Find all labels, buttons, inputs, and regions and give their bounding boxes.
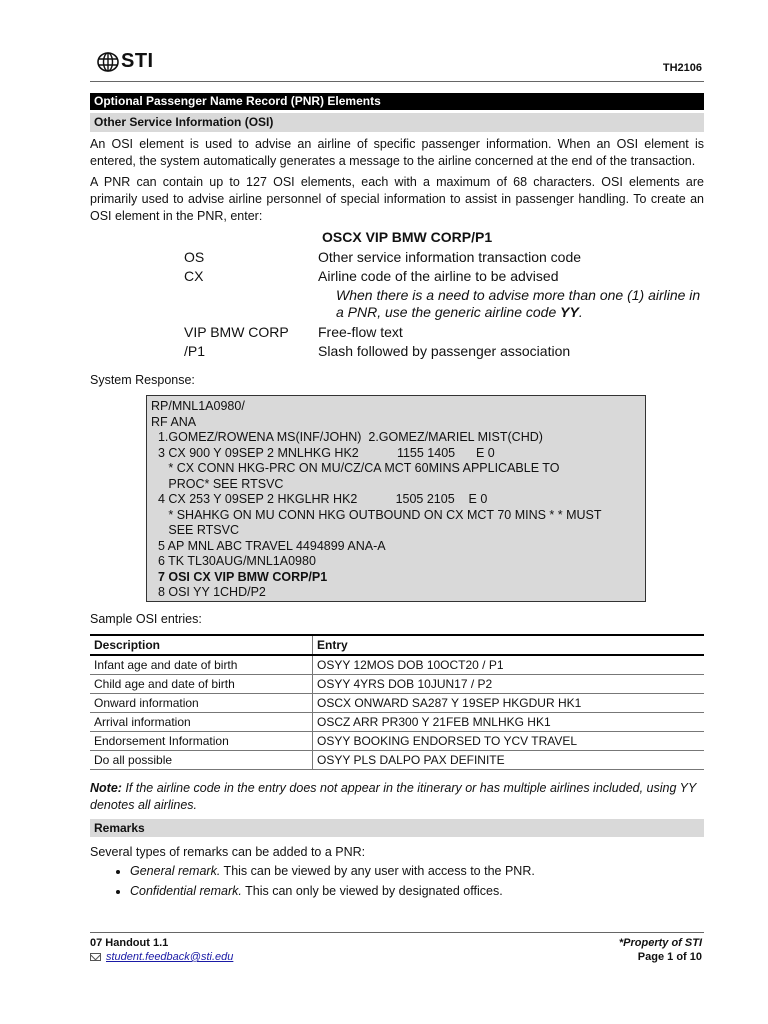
response-line: RF ANA: [151, 414, 197, 429]
response-line: PROC* SEE RTSVC: [151, 476, 284, 491]
remarks-title: Remarks: [90, 819, 704, 837]
table-row: [90, 675, 704, 694]
footer-divider: [90, 932, 704, 933]
definition-term: OS: [184, 249, 205, 265]
section-subtitle: Other Service Information (OSI): [90, 113, 704, 132]
header-divider: [90, 81, 704, 82]
table-cell-description: Onward information: [90, 694, 313, 713]
property-label: *Property of STI: [618, 937, 702, 949]
response-line: * CX CONN HKG-PRC ON MU/CZ/CA MCT 60MINS APPLICABLE TO: [151, 461, 560, 475]
remark-term: Confidential remark.: [130, 884, 242, 898]
globe-icon: [96, 51, 120, 73]
list-item: [130, 881, 704, 901]
column-header-description: Description: [90, 635, 313, 655]
page-number: Page 1 of 10: [637, 951, 702, 963]
note-label: Note:: [90, 781, 122, 795]
table-cell-description: Do all possible: [90, 751, 313, 770]
main-content: [90, 93, 704, 901]
table-row: [90, 732, 704, 751]
section-title: Optional Passenger Name Record (PNR) Elements: [90, 93, 704, 110]
table-header-row: [90, 635, 704, 655]
note-paragraph: [90, 780, 704, 814]
definition-description: Free-flow text: [318, 324, 403, 340]
remark-text: This can only be viewed by designated offices.: [241, 884, 503, 898]
envelope-icon: [90, 953, 101, 961]
response-line: 8 OSI YY 1CHD/P2: [151, 585, 266, 599]
remark-term: General remark.: [130, 864, 221, 878]
response-line: 3 CX 900 Y 09SEP 2 MNLHKG HK2 1155 1405 E 0: [151, 445, 495, 460]
table-cell-description: Endorsement Information: [90, 732, 313, 751]
table-row: [90, 713, 704, 732]
document-code: TH2106: [662, 62, 702, 74]
response-line: 4 CX 253 Y 09SEP 2 HKGLHR HK2 1505 2105 E 0: [151, 492, 488, 506]
table-cell-entry: OSYY 12MOS DOB 10OCT20 / P1: [313, 655, 705, 675]
footer-email: [90, 950, 233, 964]
response-line: 5 AP MNL ABC TRAVEL 4494899 ANA-A: [151, 538, 386, 553]
table-cell-description: Arrival information: [90, 713, 313, 732]
sample-osi-table: [90, 634, 704, 770]
table-row: [90, 655, 704, 675]
response-line: SEE RTSVC: [151, 523, 239, 537]
definition-description: Other service information transaction code: [318, 249, 582, 265]
column-header-entry: Entry: [313, 635, 705, 655]
table-cell-description: Infant age and date of birth: [90, 655, 313, 675]
table-cell-entry: OSYY 4YRS DOB 10JUN17 / P2: [313, 675, 705, 694]
handout-label: 07 Handout 1.1: [90, 937, 169, 949]
remark-text: This can be viewed by any user with access to the PNR.: [220, 864, 535, 878]
table-cell-description: Child age and date of birth: [90, 675, 313, 694]
sample-entries-label: Sample OSI entries:: [90, 612, 202, 626]
definition-term: VIP BMW CORP: [184, 324, 289, 340]
response-line: 1.GOMEZ/ROWENA MS(INF/JOHN) 2.GOMEZ/MARIEL MIST(CHD): [151, 430, 543, 444]
command-definitions: [90, 248, 704, 361]
paragraph-osi-intro: An OSI element is used to advise an airline of specific passenger information. When an OSI element is entered, the system automatically generates a message to the airline concerned at the end of the transaction.: [90, 137, 704, 168]
table-cell-entry: OSYY BOOKING ENDORSED TO YCV TRAVEL: [313, 732, 705, 751]
sti-logo: [96, 50, 154, 73]
definition-row: [90, 323, 704, 342]
definition-row: [90, 248, 704, 267]
table-row: [90, 751, 704, 770]
table-row: [90, 694, 704, 713]
definition-description: Airline code of the airline to be advised: [318, 268, 559, 284]
table-cell-entry: OSCZ ARR PR300 Y 21FEB MNLHKG HK1: [313, 713, 705, 732]
response-line: * SHAHKG ON MU CONN HKG OUTBOUND ON CX MCT 70 MINS * * MUST: [151, 507, 602, 522]
definition-term: CX: [184, 268, 204, 284]
footer-right: [619, 936, 702, 964]
table-cell-entry: OSCX ONWARD SA287 Y 19SEP HKGDUR HK1: [313, 694, 705, 713]
remarks-intro: Several types of remarks can be added to a PNR:: [90, 845, 366, 859]
command-entry: OSCX VIP BMW CORP/P1: [322, 229, 493, 245]
email-link[interactable]: student.feedback@sti.edu: [106, 951, 234, 963]
paragraph-osi-limits: A PNR can contain up to 127 OSI elements, each with a maximum of 68 characters. OSI elements are primarily used to advise airline personnel of special information to assist in passenger handling. To create an OSI element in the PNR, enter:: [90, 175, 704, 223]
definition-row: [90, 267, 704, 286]
system-response-box: [146, 395, 646, 602]
system-response-label: System Response:: [90, 373, 195, 387]
response-line-highlighted: 7 OSI CX VIP BMW CORP/P1: [151, 569, 328, 584]
definition-row: [90, 342, 704, 361]
note-text: When there is a need to advise more than one (1) airline in a PNR, use the generic airline code: [336, 287, 701, 320]
definition-term: /P1: [184, 343, 206, 359]
note-body: If the airline code in the entry does not appear in the itinerary or has multiple airlines included, using YY denotes all airlines.: [90, 781, 697, 812]
definition-note: [336, 287, 704, 321]
table-cell-entry: OSYY PLS DALPO PAX DEFINITE: [313, 751, 705, 770]
footer-left: [90, 936, 233, 964]
note-end: .: [578, 304, 583, 320]
note-code: YY: [560, 304, 579, 320]
logo-text: STI: [121, 50, 154, 72]
response-line: RP/MNL1A0980/: [151, 399, 245, 413]
definition-description: Slash followed by passenger association: [318, 343, 571, 359]
list-item: [130, 861, 704, 881]
remarks-list: [90, 861, 704, 901]
response-line: 6 TK TL30AUG/MNL1A0980: [151, 554, 316, 568]
